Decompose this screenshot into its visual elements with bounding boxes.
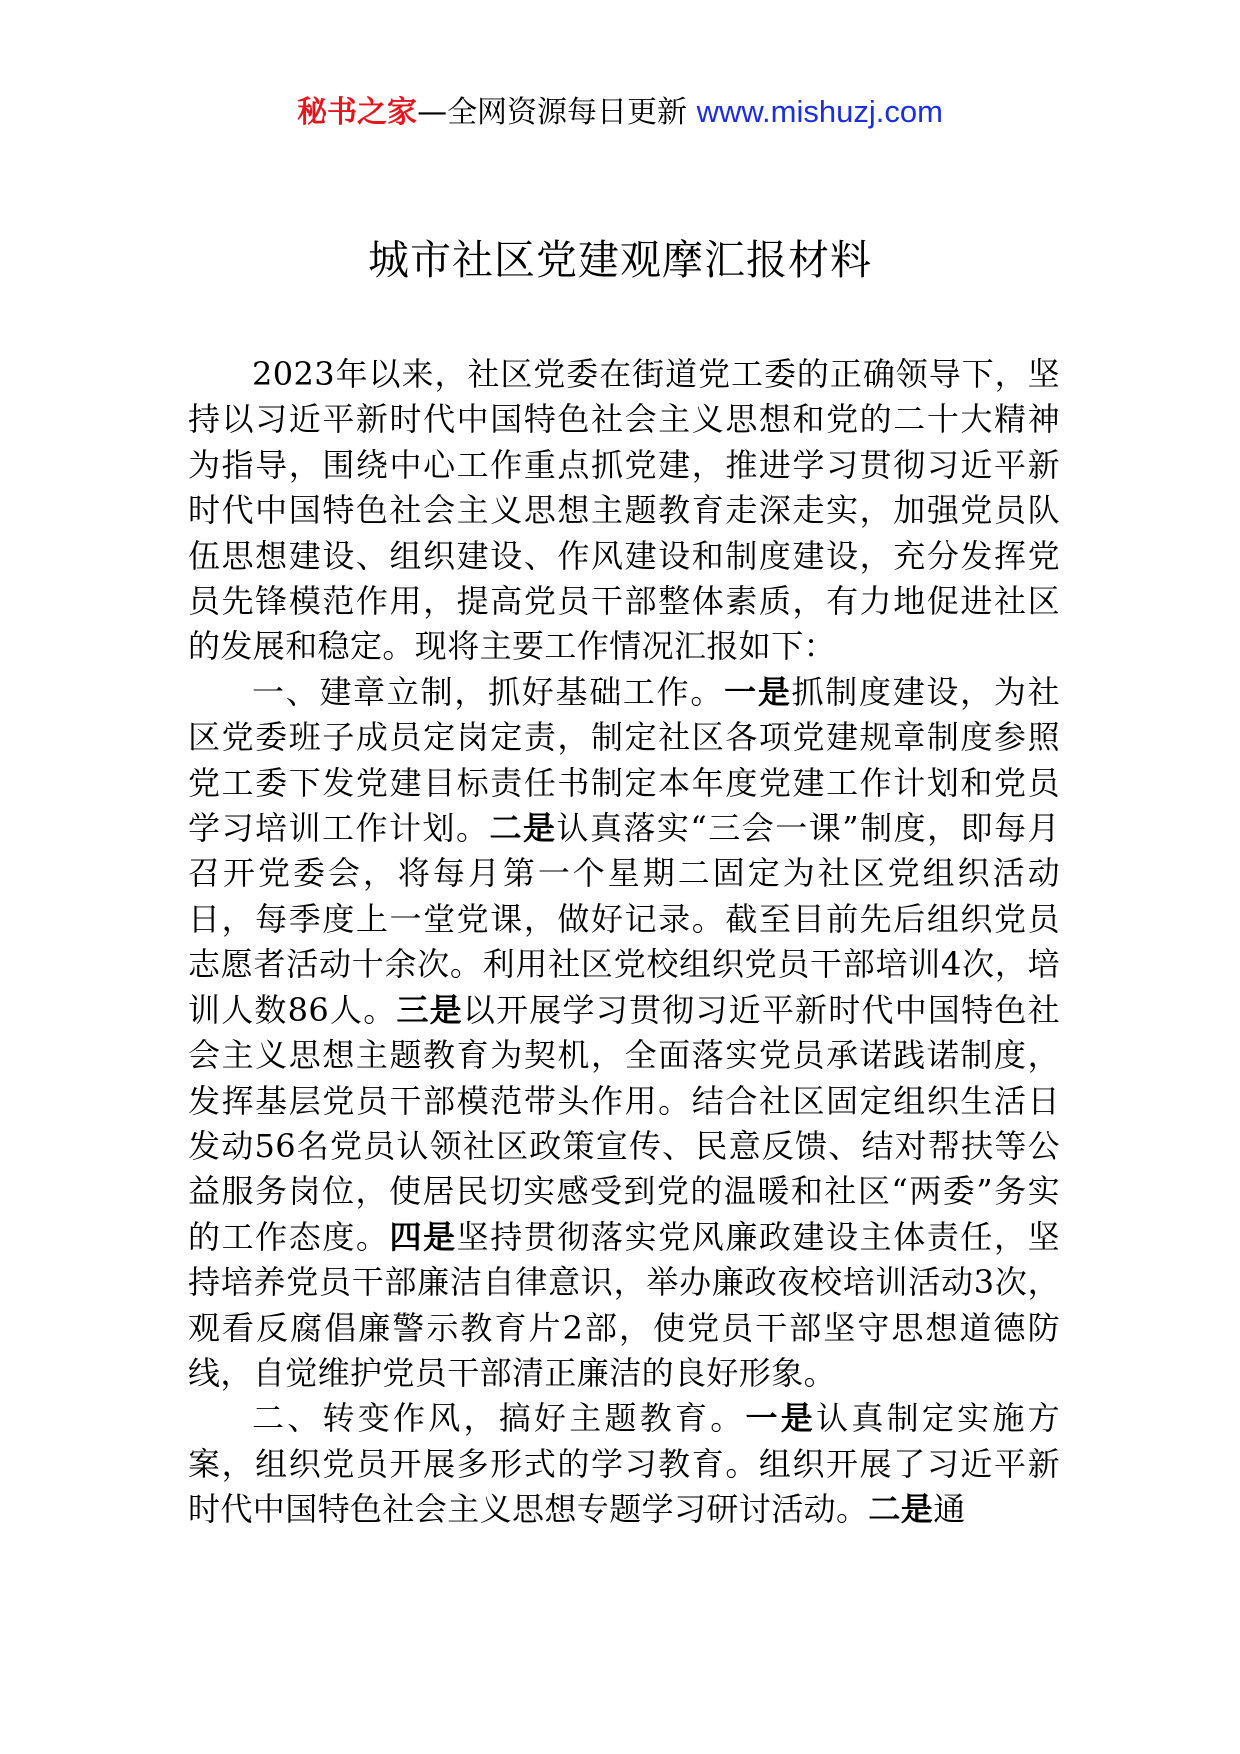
- banner-tagline: —全网资源每日更新: [417, 95, 688, 130]
- site-banner: [0, 92, 1240, 133]
- point-text: 认真制定实施方案，组织党员开展多形式的学习教育。组织开展了习近平新时代中国特色社会主义思想专题学习研讨活动。: [188, 1399, 1060, 1529]
- point-text: 坚持贯彻落实党风廉政建设主体责任，坚持培养党员干部廉洁自律意识，举办廉政夜校培训活动3次，观看反腐倡廉警示教育片2部，使党员干部坚守思想道德防线，自觉维护党员干部清正廉洁的良好形象。: [188, 1217, 1060, 1392]
- section-1-paragraph: [188, 670, 1060, 1397]
- section-2-paragraph: [188, 1396, 1060, 1532]
- point-label: 二是: [489, 809, 557, 848]
- banner-brand: 秘书之家: [297, 95, 418, 130]
- section-1-heading: 一、建章立制，抓好基础工作。: [252, 672, 725, 711]
- document-body: [188, 352, 1060, 1533]
- document-title: 城市社区党建观摩汇报材料: [368, 236, 872, 284]
- point-text: 以开展学习贯彻习近平新时代中国特色社会主义思想主题教育为契机，全面落实党员承诺践诺制度，发挥基层党员干部模范带头作用。结合社区固定组织生活日发动56名党员认领社区政策宣传、民意反馈、结对帮扶等公益服务岗位，使居民切实感受到党的温暖和社区“两委”务实的工作态度。: [188, 990, 1060, 1256]
- point-label: 四是: [389, 1217, 457, 1256]
- banner-url-link[interactable]: www.mishuzj.com: [696, 94, 943, 129]
- intro-paragraph: 2023年以来，社区党委在街道党工委的正确领导下，坚持以习近平新时代中国特色社会主义思想和党的二十大精神为指导，围绕中心工作重点抓党建，推进学习贯彻习近平新时代中国特色社会主义思想主题教育走深走实，加强党员队伍思想建设、组织建设、作风建设和制度建设，充分发挥党员先锋模范作用，提高党员干部整体素质，有力地促进社区的发展和稳定。现将主要工作情况汇报如下：: [188, 355, 1060, 666]
- point-label: 三是: [396, 990, 463, 1029]
- point-label: 二是: [868, 1490, 934, 1529]
- point-text: 抓制度建设，为社区党委班子成员定岗定责，制定社区各项党建规章制度参照党工委下发党建目标责任书制定本年度党建工作计划和党员学习培训工作计划。: [188, 672, 1060, 848]
- point-text: 认真落实“三会一课”制度，即每月召开党委会，将每月第一个星期二固定为社区党组织活动日，每季度上一堂党课，做好记录。截至目前先后组织党员志愿者活动十余次。利用社区党校组织党员干部培训4次，培训人数86人。: [188, 809, 1060, 1029]
- point-label: 一是: [745, 1399, 817, 1438]
- point-label: 一是: [724, 672, 792, 711]
- section-2-heading: 二、转变作风，搞好主题教育。: [252, 1399, 746, 1438]
- point-text: 通: [933, 1490, 966, 1529]
